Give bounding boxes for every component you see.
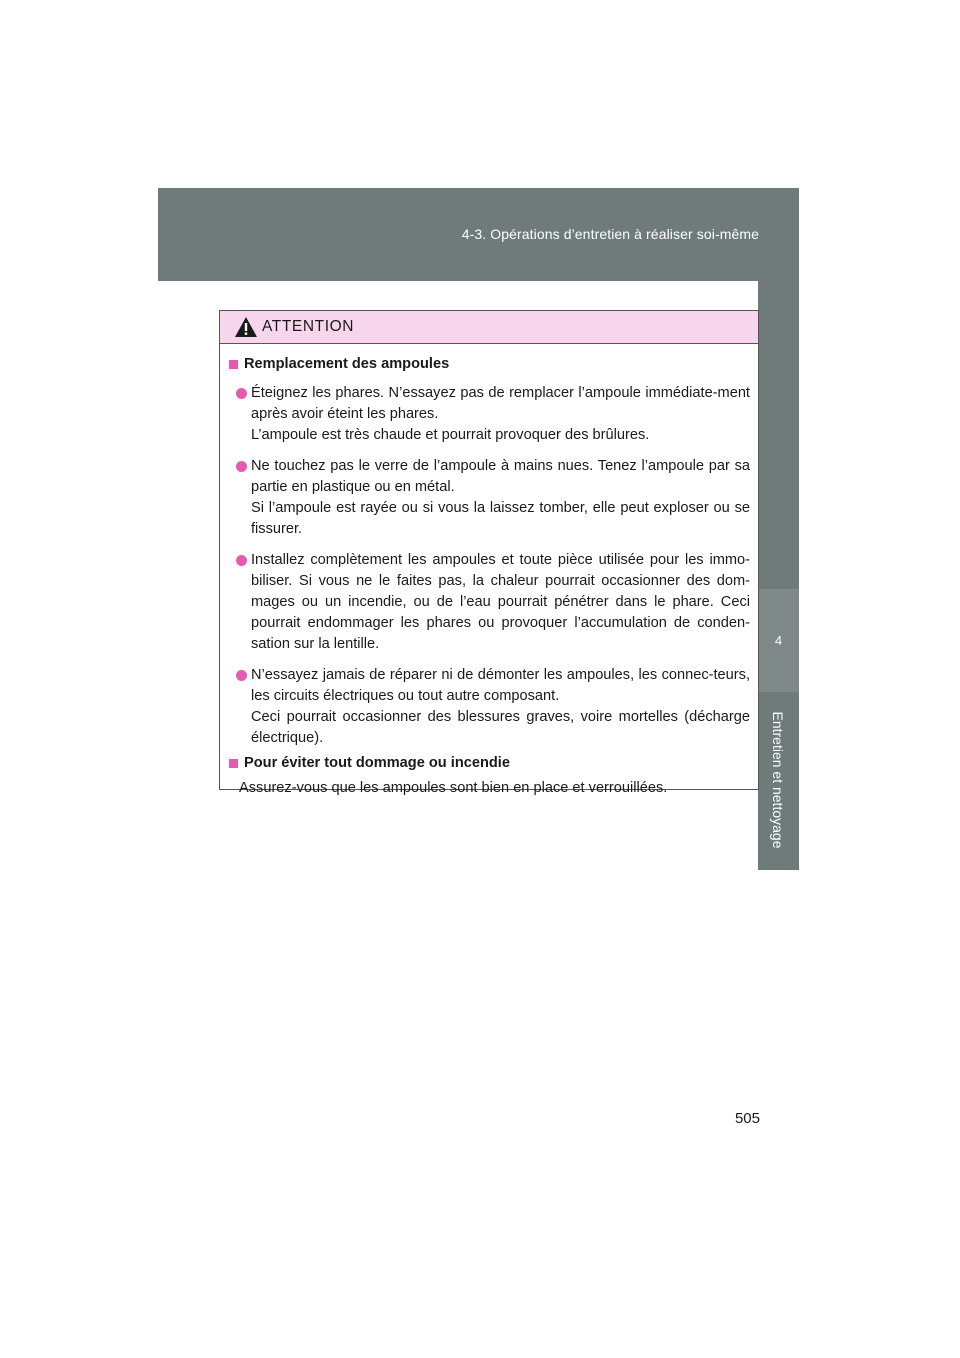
list-item xyxy=(228,383,750,446)
section-title: Pour éviter tout dommage ou incendie xyxy=(228,753,750,774)
section-header-title: 4-3. Opérations d’entretien à réaliser soi-même xyxy=(461,226,759,242)
circle-bullet-icon xyxy=(236,388,247,399)
section-title: Remplacement des ampoules xyxy=(228,354,750,375)
circle-bullet-icon xyxy=(236,461,247,472)
bullet-text: Ceci pourrait occasionner des blessures graves, voire mortelles (décharge électrique). xyxy=(251,709,750,746)
bullet-text: L’ampoule est très chaude et pourrait provoquer des brûlures. xyxy=(251,427,650,443)
circle-bullet-icon xyxy=(236,555,247,566)
list-item xyxy=(228,665,750,749)
circle-bullet-icon xyxy=(236,670,247,681)
bullet-text: N’essayez jamais de réparer ni de démonter les ampoules, les connec-teurs, les circuits électriques ou tout autre composant. xyxy=(251,667,750,704)
list-item xyxy=(228,550,750,655)
page-number: 505 xyxy=(734,1110,760,1127)
bullet-text: Installez complètement les ampoules et toute pièce utilisée pour les immo-biliser. Si vous ne le faites pas, la chaleur pourrait occasionner des dom-mages ou un incendie, ou de l’eau pourrait pénétrer dans le phare. Ceci pourrait endommager les phares ou provoquer l’accumulation de conden-sation sur la lentille. xyxy=(251,552,750,652)
square-bullet-icon xyxy=(229,360,238,369)
bullet-text: Ne touchez pas le verre de l’ampoule à mains nues. Tenez l’ampoule par sa partie en plastique ou en métal. xyxy=(251,458,750,495)
side-tab-chapter-label: Entretien et nettoyage xyxy=(770,711,786,849)
caution-box xyxy=(219,310,759,796)
section-text: Assurez-vous que les ampoules sont bien en place et verrouillées. xyxy=(239,780,668,796)
side-tab-chapter-number: 4 xyxy=(758,589,799,692)
list-item xyxy=(228,456,750,540)
header-band xyxy=(158,188,799,281)
caution-body xyxy=(220,344,758,799)
caution-title: ATTENTION xyxy=(262,318,355,335)
bullet-text: Si l’ampoule est rayée ou si vous la laissez tomber, elle peut exploser ou se fissurer. xyxy=(251,500,750,537)
square-bullet-icon xyxy=(229,759,238,768)
bullet-text: Éteignez les phares. N’essayez pas de remplacer l’ampoule immédiate-ment après avoir éteint les phares. xyxy=(251,385,750,422)
warning-triangle-icon xyxy=(234,316,258,338)
caution-header xyxy=(220,311,758,344)
